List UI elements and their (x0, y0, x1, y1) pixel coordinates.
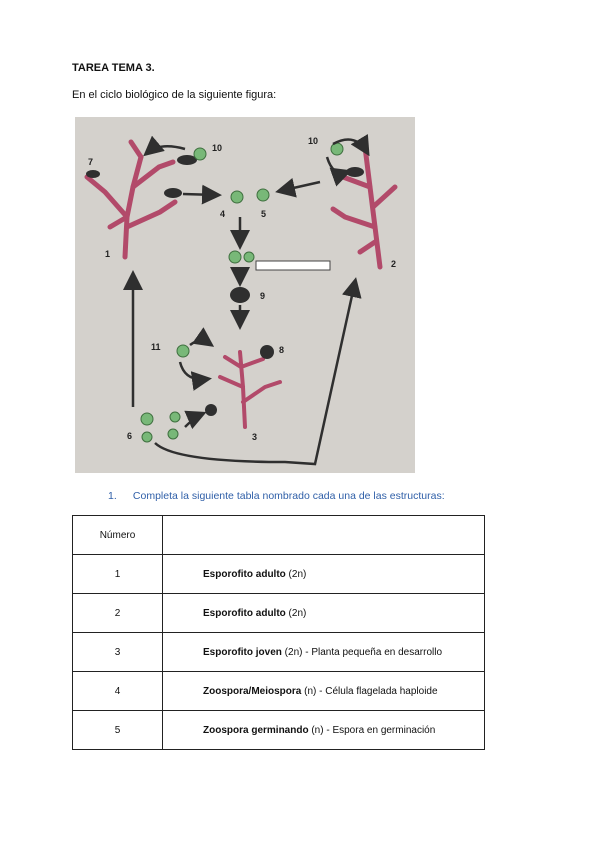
row-detail: (n) - Espora en germinación (308, 724, 436, 736)
row-description[interactable] (163, 711, 485, 750)
row-detail: (2n) (285, 568, 307, 580)
row-term: Esporofito adulto (203, 568, 286, 580)
header-description[interactable] (163, 516, 485, 555)
row-description[interactable] (163, 594, 485, 633)
table-row (73, 633, 485, 672)
question-number: 1. (108, 490, 117, 502)
figure-label-3: 3 (252, 432, 258, 442)
figure-label-4: 4 (220, 209, 226, 219)
figure-label-6: 6 (127, 431, 133, 441)
row-term: Esporofito joven (203, 646, 282, 658)
header-number: Número (73, 516, 163, 555)
row-description[interactable] (163, 672, 485, 711)
question-text: Completa la siguiente tabla nombrado cada una de las estructuras: (132, 490, 445, 502)
table-row (73, 555, 485, 594)
figure-label-11: 11 (151, 342, 161, 352)
figure-label-8: 8 (279, 345, 285, 355)
row-number: 4 (73, 672, 163, 711)
figure-label-1: 1 (105, 249, 111, 259)
figure-label-7: 7 (88, 157, 94, 167)
row-term: Zoospora/Meiospora (203, 685, 302, 697)
row-description[interactable] (163, 555, 485, 594)
life-cycle-figure (75, 117, 415, 473)
figure-label-2: 2 (391, 259, 397, 269)
question-1 (108, 490, 445, 502)
row-number: 1 (73, 555, 163, 594)
figure-label-9: 9 (260, 291, 266, 301)
answers-table (72, 515, 485, 750)
row-detail: (n) - Célula flagelada haploide (301, 685, 438, 697)
table-row (73, 711, 485, 750)
table-header-row (73, 516, 485, 555)
row-number: 5 (73, 711, 163, 750)
intro-text: En el ciclo biológico de la siguiente figura: (72, 89, 277, 101)
row-term: Esporofito adulto (203, 607, 286, 619)
blank-answer-box (256, 261, 330, 270)
figure-label-5: 5 (261, 209, 267, 219)
table-row (73, 672, 485, 711)
row-number: 3 (73, 633, 163, 672)
table-row (73, 594, 485, 633)
row-description[interactable] (163, 633, 485, 672)
row-term: Zoospora germinando (203, 724, 309, 736)
row-detail: (2n) - Planta pequeña en desarrollo (281, 646, 443, 658)
row-detail: (2n) (285, 607, 307, 619)
row-number: 2 (73, 594, 163, 633)
figure-label-10a: 10 (212, 143, 223, 153)
figure-label-10b: 10 (308, 136, 319, 146)
page-title: TAREA TEMA 3. (72, 62, 155, 74)
